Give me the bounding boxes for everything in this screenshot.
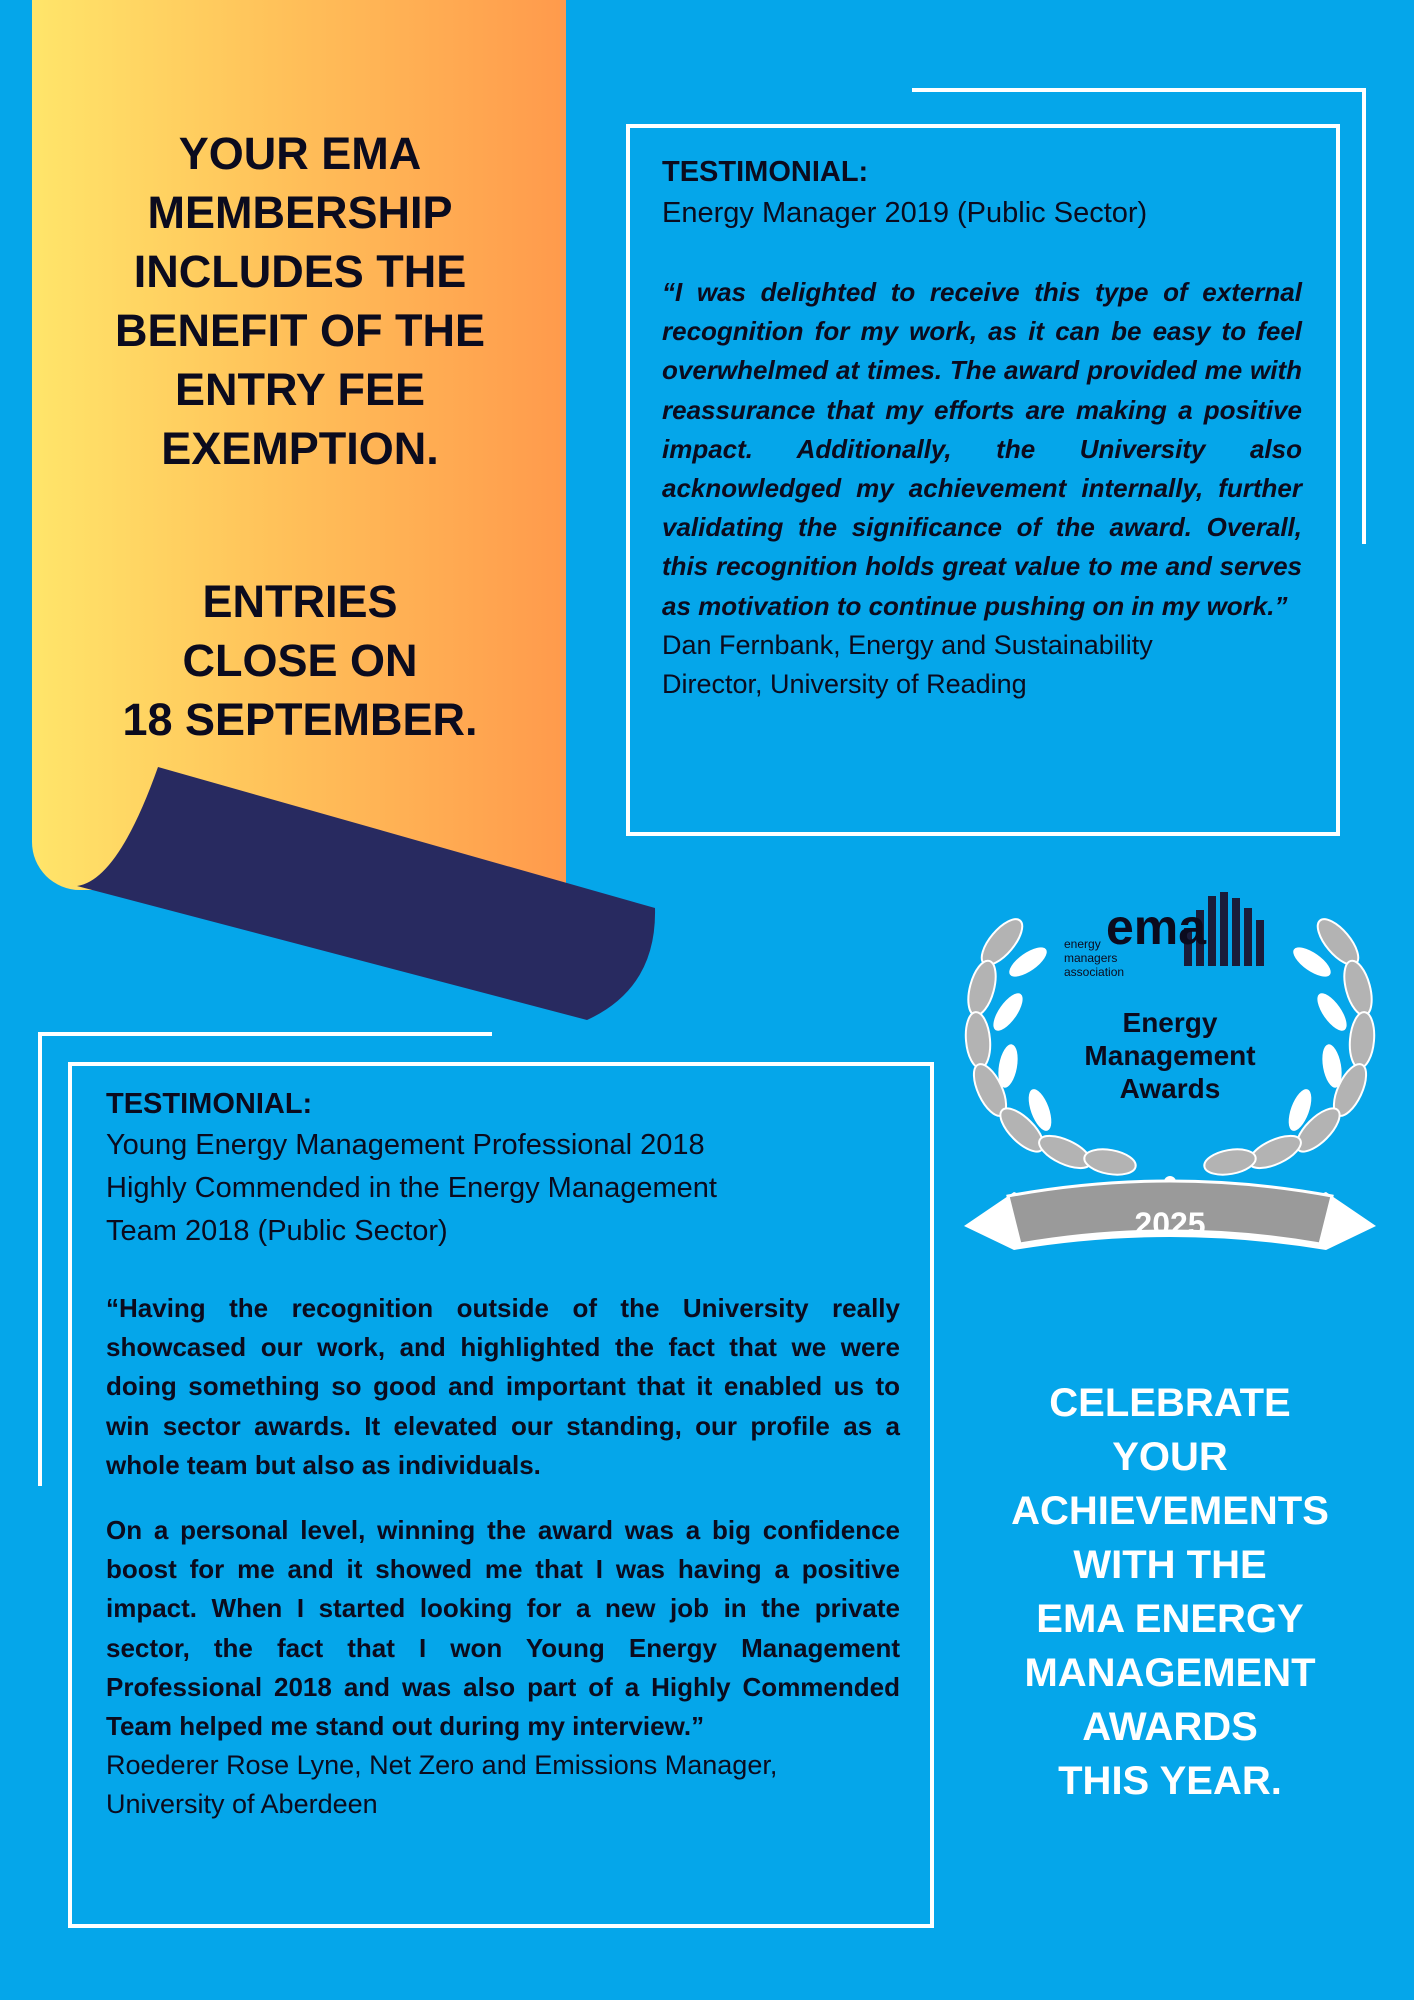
celebrate-line: YOUR xyxy=(1112,1435,1228,1479)
celebrate-line: CELEBRATE xyxy=(1049,1381,1291,1425)
membership-line: MEMBERSHIP xyxy=(147,187,453,238)
testimonial-1-heading: TESTIMONIAL: xyxy=(662,156,869,188)
membership-line: EXEMPTION. xyxy=(161,423,439,474)
celebrate-line: AWARDS xyxy=(1082,1705,1258,1749)
logo-brand-sub-1: energy xyxy=(1064,937,1101,951)
entries-line: 18 SEPTEMBER. xyxy=(122,694,478,745)
celebrate-line: MANAGEMENT xyxy=(1024,1651,1316,1695)
testimonial-1-box xyxy=(626,124,1340,836)
testimonial-2-attribution: Roederer Rose Lyne, Net Zero and Emissions Manager, University of Aberdeen xyxy=(106,1750,778,1820)
logo-title-line: Awards xyxy=(1119,1073,1221,1104)
celebrate-cta xyxy=(960,1376,1380,1808)
celebrate-line: EMA ENERGY xyxy=(1036,1597,1304,1641)
frame-accent-top xyxy=(912,88,1366,92)
testimonial-2-quote-paragraph-1: “Having the recognition outside of the University really showcased our work, and highlighted the fact that we were doing something so good and important that it enabled us to win sector awards. It elevated our standing, our profile as a whole team but also as individuals. xyxy=(106,1293,900,1480)
celebrate-line: ACHIEVEMENTS xyxy=(1011,1489,1329,1533)
frame-accent-top-2 xyxy=(38,1032,492,1036)
frame-accent-right xyxy=(1362,88,1366,544)
entries-line: ENTRIES xyxy=(202,576,398,627)
membership-benefit-text xyxy=(40,124,560,478)
banner-fold xyxy=(32,760,672,1030)
testimonial-1-attribution: Dan Fernbank, Energy and Sustainability Director, University of Reading xyxy=(662,629,1153,699)
celebrate-line: THIS YEAR. xyxy=(1058,1759,1282,1803)
award-logo xyxy=(960,880,1380,1280)
celebrate-line: WITH THE xyxy=(1073,1543,1267,1587)
testimonial-2-box xyxy=(68,1062,934,1928)
logo-brand: ema xyxy=(1105,899,1207,955)
logo-title-line: Management xyxy=(1084,1040,1256,1071)
testimonial-2-subtitle: Young Energy Management Professional 2018 Highly Commended in the Energy Management Team 2018 (Public Sector) xyxy=(106,1129,717,1247)
frame-accent-left-2 xyxy=(38,1032,42,1486)
entries-deadline-text xyxy=(40,572,560,749)
testimonial-1-quote: “I was delighted to receive this type of external recognition for my work, as it can be easy to feel overwhelmed at times. The award provided me with reassurance that my efforts are making a positive impact. Additionally, the University also acknowledged my achievement internally, further validating the significance of the award. Overall, this recognition holds great value to me and serves as motivation to continue pushing on in my work.” xyxy=(662,277,1302,621)
logo-brand-sub-3: association xyxy=(1064,965,1125,979)
testimonial-2-heading: TESTIMONIAL: xyxy=(106,1088,313,1120)
membership-line: INCLUDES THE xyxy=(133,246,467,297)
logo-year: 2025 xyxy=(1134,1206,1206,1242)
membership-line: YOUR EMA xyxy=(178,128,422,179)
logo-brand-sub-2: managers xyxy=(1064,951,1118,965)
testimonial-1-subtitle: Energy Manager 2019 (Public Sector) xyxy=(662,197,1148,229)
membership-line: ENTRY FEE xyxy=(174,364,426,415)
logo-title-line: Energy xyxy=(1122,1007,1218,1038)
membership-line: BENEFIT OF THE xyxy=(115,305,485,356)
entries-line: CLOSE ON xyxy=(182,635,418,686)
testimonial-2-quote-paragraph-2: On a personal level, winning the award was a big confidence boost for me and it showed me that I was having a positive impact. When I started looking for a new job in the private sector, the fact that I won Young Energy Management Professional 2018 and was also part of a Highly Commended Team helped me stand out during my interview.” xyxy=(106,1515,900,1742)
